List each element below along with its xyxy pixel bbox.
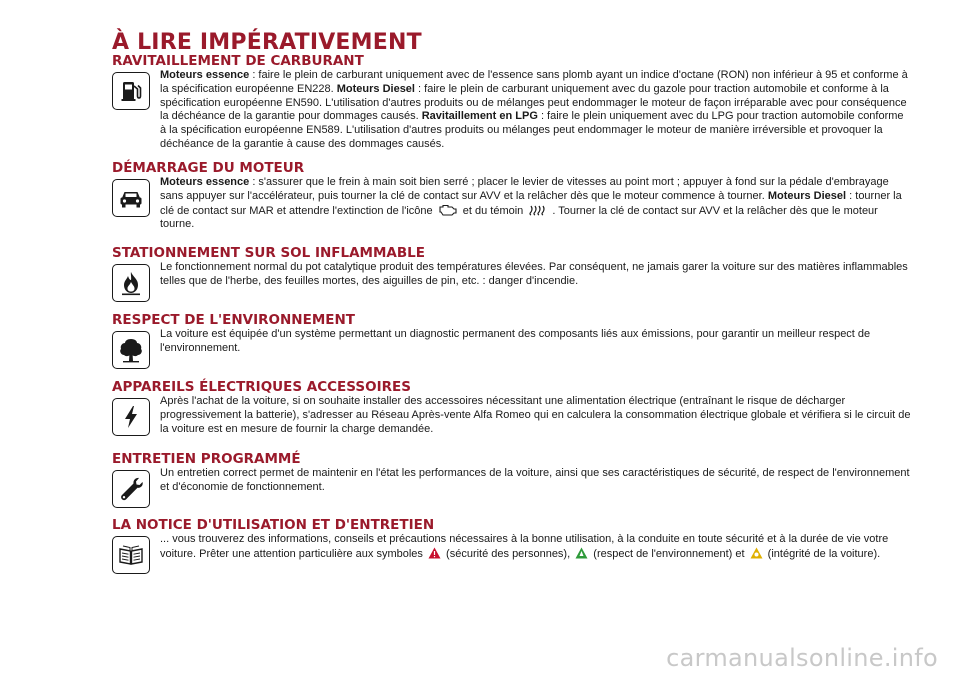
- lightning-icon: [112, 398, 150, 436]
- section-electrical-accessories: [112, 379, 912, 436]
- section-text: Un entretien correct permet de maintenir en l'état les performances de la voiture, ainsi que ses caractéristiques de sécurité, de respect de l'environnement et d'économie de fonctionnement.: [160, 467, 910, 493]
- tree-icon: [112, 331, 150, 369]
- section-text: La voiture est équipée d'un système permettant un diagnostic permanent des composants liés aux émissions, pour garantir un meilleur respect de l'environnement.: [160, 328, 871, 354]
- text-run: (intégrité de la voiture).: [764, 547, 881, 560]
- engine-warning-icon: [438, 204, 458, 216]
- watermark: carmanualsonline.info: [666, 644, 938, 672]
- section-title: STATIONNEMENT SUR SOL INFLAMMABLE: [112, 245, 425, 261]
- section-flammable-parking: [112, 245, 912, 289]
- text-run: ... vous trouverez des informations, conseils et précautions nécessaires à la bonne utilisation, à la conduite en toute sécurité et à la durée de vie votre voiture. Prêter une attention particulière aux symboles: [160, 533, 889, 560]
- text-run: . Tourner la clé de contact sur AVV et la relâcher dès que le moteur tourne.: [160, 204, 878, 231]
- glow-plug-icon: [528, 204, 550, 216]
- text-bold: Moteurs Diesel: [767, 189, 847, 202]
- section-text: [160, 533, 912, 562]
- text-run: : tourner la clé de contact sur MAR et attendre l'extinction de l'icône: [160, 189, 902, 217]
- section-engine-start: [112, 160, 912, 232]
- text-run: : faire le plein de carburant uniquement avec du gazole pour traction automobile et conforme à la spécification européenne EN590. L'utilisation d'autres produits ou de mélanges peut endommager le moteur de façon irréparable avec pour conséquence la déchéance de la garantie pour dommages causés.: [160, 82, 907, 123]
- section-title: DÉMARRAGE DU MOTEUR: [112, 160, 305, 176]
- section-text: [160, 69, 912, 152]
- section-text: Le fonctionnement normal du pot catalytique produit des températures élevées. Par conséquent, ne jamais garer la voiture sur des matières inflammables telles que de l'herbe, des feuilles mortes, des aiguilles de pin, etc. : danger d'incendie.: [160, 261, 908, 287]
- page-title: À LIRE IMPÉRATIVEMENT: [112, 30, 422, 55]
- section-title: RAVITAILLEMENT DE CARBURANT: [112, 53, 364, 69]
- warning-yellow-icon: [750, 547, 763, 559]
- text-run: et du témoin: [459, 204, 527, 217]
- section-title: LA NOTICE D'UTILISATION ET D'ENTRETIEN: [112, 517, 435, 533]
- text-run: : faire le plein de carburant uniquement avec de l'essence sans plomb ayant un indice d'octane (RON) non inférieur à 95 et conforme à la spécification européenne EN228.: [160, 69, 908, 95]
- fuel-pump-icon: [112, 72, 150, 110]
- section-title: APPAREILS ÉLECTRIQUES ACCESSOIRES: [112, 379, 411, 395]
- text-bold: Ravitaillement en LPG: [421, 110, 538, 123]
- warning-red-icon: [428, 547, 441, 559]
- flame-icon: [112, 264, 150, 302]
- section-title: ENTRETIEN PROGRAMMÉ: [112, 451, 301, 467]
- section-text: Après l'achat de la voiture, si on souhaite installer des accessoires nécessitant une alimentation électrique (entraînant le risque de décharger progressivement la batterie), s'adresser au Réseau Après-vente Alfa Romeo qui en calculera la consommation électrique globale et vérifiera si le circuit de la voiture est en mesure de fournir la charge demandée.: [160, 395, 911, 435]
- open-book-icon: [112, 536, 150, 574]
- text-run: : faire le plein uniquement avec du LPG pour traction automobile conforme à la spécification européenne EN589. L'utilisation d'autres produits ou mélanges peut endommager le moteur de manière irréversible et provoquer la déchéance de la garantie à cause des dommages causés.: [160, 110, 904, 150]
- section-scheduled-maintenance: [112, 451, 912, 495]
- section-environment: [112, 312, 912, 356]
- text-run: : s'assurer que le frein à main soit bien serré ; placer le levier de vitesses au point mort ; appuyer à fond sur la pédale d'embrayage sans appuyer sur l'accélérateur, puis tourner la clé de contact sur AVV et la relâcher dès que le moteur commence à tourner.: [160, 176, 889, 202]
- text-bold: Moteurs essence: [160, 69, 250, 81]
- warning-green-icon: [575, 547, 588, 559]
- section-owner-manual: [112, 517, 912, 562]
- text-bold: Moteurs Diesel: [336, 82, 415, 95]
- section-text: [160, 176, 912, 232]
- wrench-icon: [112, 470, 150, 508]
- car-front-icon: [112, 179, 150, 217]
- section-refueling: [112, 53, 912, 152]
- section-title: RESPECT DE L'ENVIRONNEMENT: [112, 312, 355, 328]
- text-run: (respect de l'environnement) et: [590, 547, 748, 560]
- text-bold: Moteurs essence: [160, 176, 250, 188]
- text-run: (sécurité des personnes),: [442, 547, 574, 560]
